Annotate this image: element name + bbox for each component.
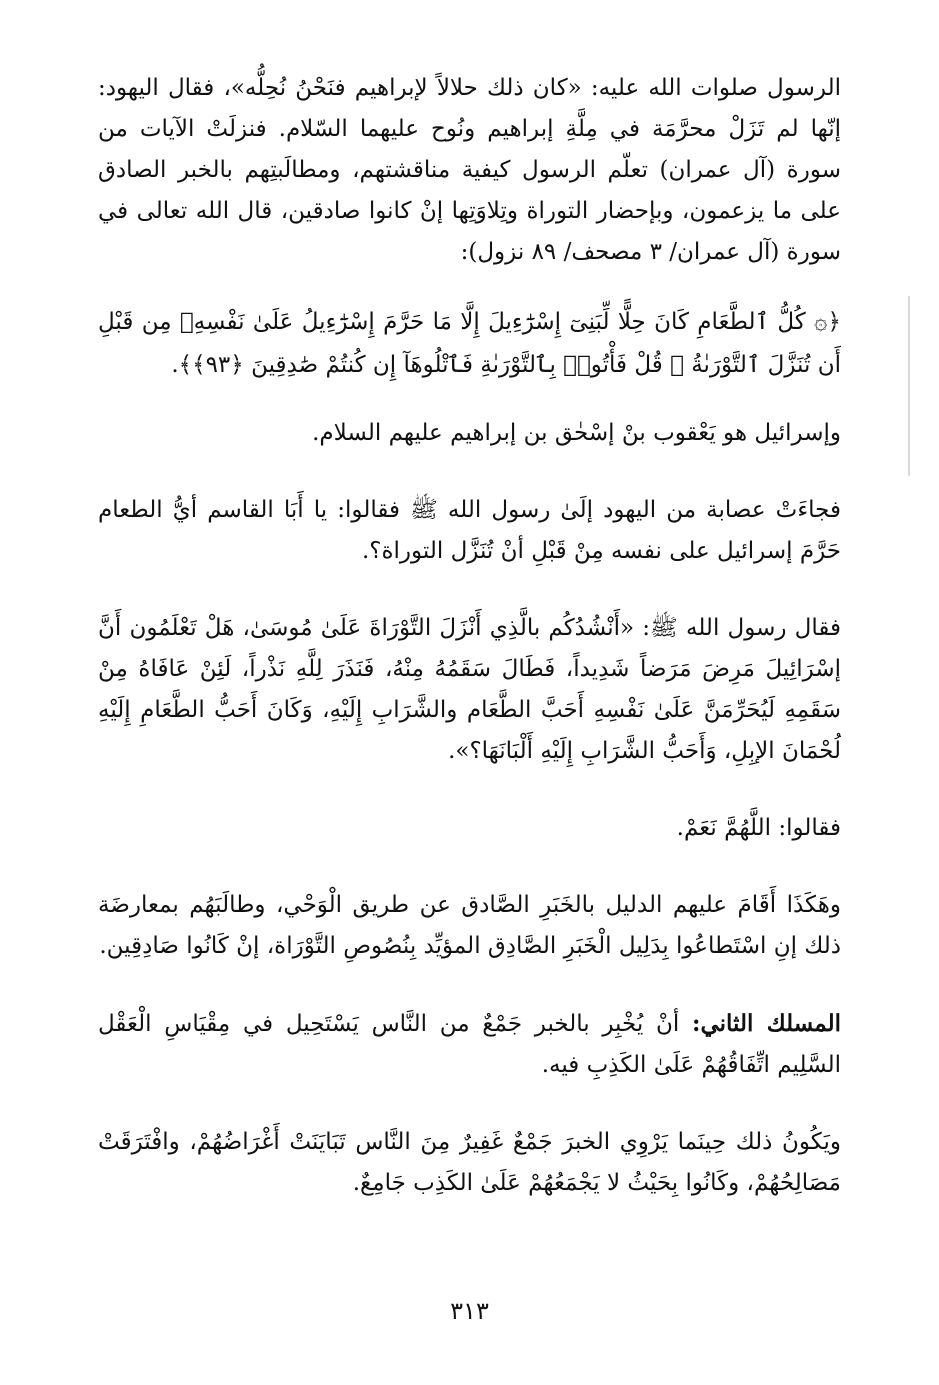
paragraph-jews-question: فجاءَتْ عصابة من اليهود إلَىٰ رسول الله ﷺ فقالوا: يا أَبَا القاسم أيُّ الطعام حَرَّمَ إسرائيل على نفسه مِنْ قَبْلِ أنْ تُنَزَّل التوراة؟.	[98, 497, 841, 564]
paragraph-israel: وإسرائيل هو يَعْقوب بنْ إسْحٰق بن إبراهيم عليهم السلام.	[312, 420, 841, 446]
paragraph-mass-report: ويَكُونُ ذلك حِينَما يَرْوِي الخبرَ جَمْعٌ غَفِيرٌ مِنَ النَّاس تَبَايَنَتْ أَغْرَاضُهُمْ، وافْتَرَقَتْ مَصَالِحُهُمْ، وكَانُوا بِحَيْثُ لا يَجْمَعُهُمْ عَلَىٰ الكَذِب جَامِعٌ.	[98, 1129, 841, 1196]
quran-verse: ﴿۞ كُلُّ ٱلطَّعَامِ كَانَ حِلًّا لِّبَنِىٓ إِسْرَٰٓءِيلَ إِلَّا مَا حَرَّمَ إِسْرَٰٓءِيلُ عَلَىٰ نَفْسِهِۦ مِن قَبْلِ أَن تُنَزَّلَ ٱلتَّوْرَىٰةُ ۗ قُلْ فَأْتُوا۟ بِٱلتَّوْرَىٰةِ فَٱتْلُوهَآ إِن كُنتُمْ صَٰدِقِينَ ﴿٩٣﴾﴾.	[98, 309, 841, 378]
section-lead: المسلك الثاني:	[691, 1010, 841, 1037]
scan-edge-mark	[908, 296, 910, 476]
paragraph-context: الرسول صلوات الله عليه: «كان ذلك حلالاً لإبراهيم فنَحْنُ نُحِلُّه»، فقال اليهود: إنّها لم تَزَلْ محرَّمَة في مِلَّةِ إبراهيم ونُوح عليهما السّلام. فنزلَتْ الآيات من سورة (آل عمران) تعلّم الرسول كيفية مناقشتهم، ومطالَبتِهم بالخبر الصادق على ما يزعمون، وبإحضار التوراة وتِلاوَتِها إنْ كانوا صادقين، قال الله تعالى في سورة (آل عمران/ ٣ مصحف/ ٨٩ نزول):	[98, 75, 841, 265]
paragraph-they-said: فقالوا: اللَّهُمَّ نَعَمْ.	[676, 815, 841, 841]
section-text: أنْ يُخْبِر بالخبر جَمْعٌ من النَّاس يَسْتَحِيل في مِقْيَاسِ الْعَقْل السَّلِيم اتِّفَاقُهُمْ عَلَىٰ الكَذِبِ فيه.	[98, 1011, 841, 1078]
paragraph-proof: وهَكَذَا أَقَامَ عليهم الدليل بالخَبَرِ الصَّادق عن طريق الْوَحْي، وطالَبَهُم بمعارضَة ذلك إنِ اسْتَطاعُوا بِدَلِيل الْخَبَرِ الصَّادِق المؤيِّد بِنُصُوصِ التَّوْرَاة، إنْ كَانُوا صَادِقِين.	[98, 892, 841, 959]
paragraph-prophet-answer: فقال رسول الله ﷺ: «أَنْشُدُكُم بالَّذِي أَنْزَلَ التَّوْرَاةَ عَلَىٰ مُوسَىٰ، هَلْ تَعْلَمُون أَنَّ إسْرَائِيلَ مَرِضَ مَرَضاً شَدِيداً، فَطَالَ سَقَمُهُ مِنْهُ، فَنَذَرَ لِلَّهِ نَذْراً، لَئِنْ عَافَاهُ مِنْ سَقَمِهِ لَيُحَرِّمَنَّ عَلَىٰ نَفْسِهِ أَحَبَّ الطَّعَام والشَّرَابِ إِلَيْهِ، وَكَانَ أَحَبُّ الطَّعَامِ إِلَيْهِ لُحْمَانَ الإبِلِ، وَأَحَبُّ الشَّرَابِ إِلَيْهِ أَلْبَانَهَا؟».	[98, 615, 841, 764]
paragraph-second-path	[98, 1003, 841, 1086]
page-number: ٣١٣	[450, 1297, 489, 1325]
